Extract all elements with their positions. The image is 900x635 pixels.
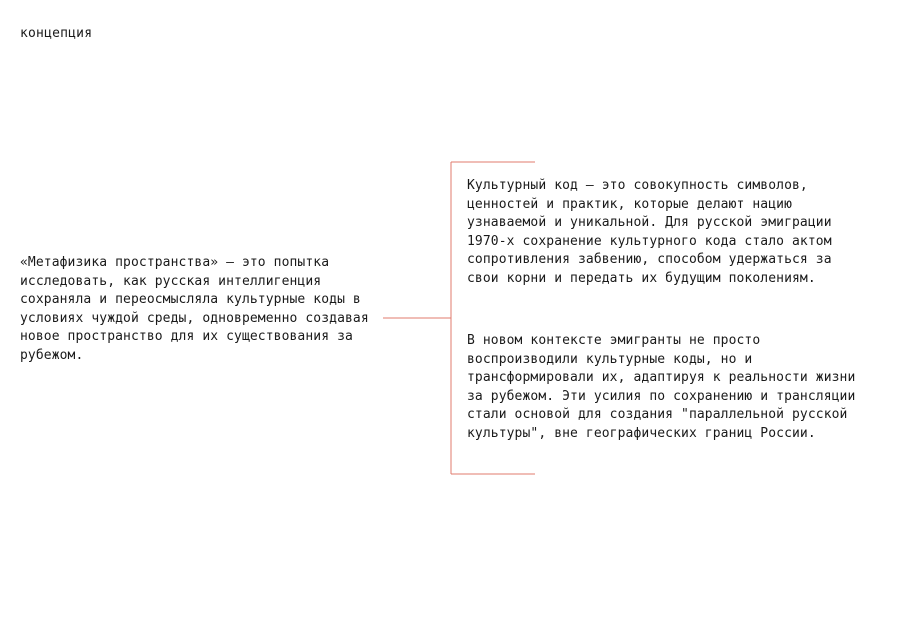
intro-paragraph: «Метафизика пространства» — это попытка исследовать, как русская интеллигенция сохраняла и переосмысляла культурные коды в условиях чуждой среды, одновременно создавая новое пространство для их существования за рубежом. [20,255,369,363]
transformation-paragraph: В новом контексте эмигранты не просто воспроизводили культурные коды, но и трансформировали их, адаптируя к реальности жизни за рубежом. Эти усилия по сохранению и трансляции стали основой для создания "параллельной русской культуры", вне географических границ России. [467,333,856,441]
section-label: концепция [20,26,93,41]
cultural-code-paragraph: Культурный код — это совокупность символов, ценностей и практик, которые делают нацию узнаваемой и уникальной. Для русской эмиграции 1970-х сохранение культурного кода стало актом сопротивления забвению, способом удержаться за свои корни и передать их будущим поколениям. [467,178,832,286]
